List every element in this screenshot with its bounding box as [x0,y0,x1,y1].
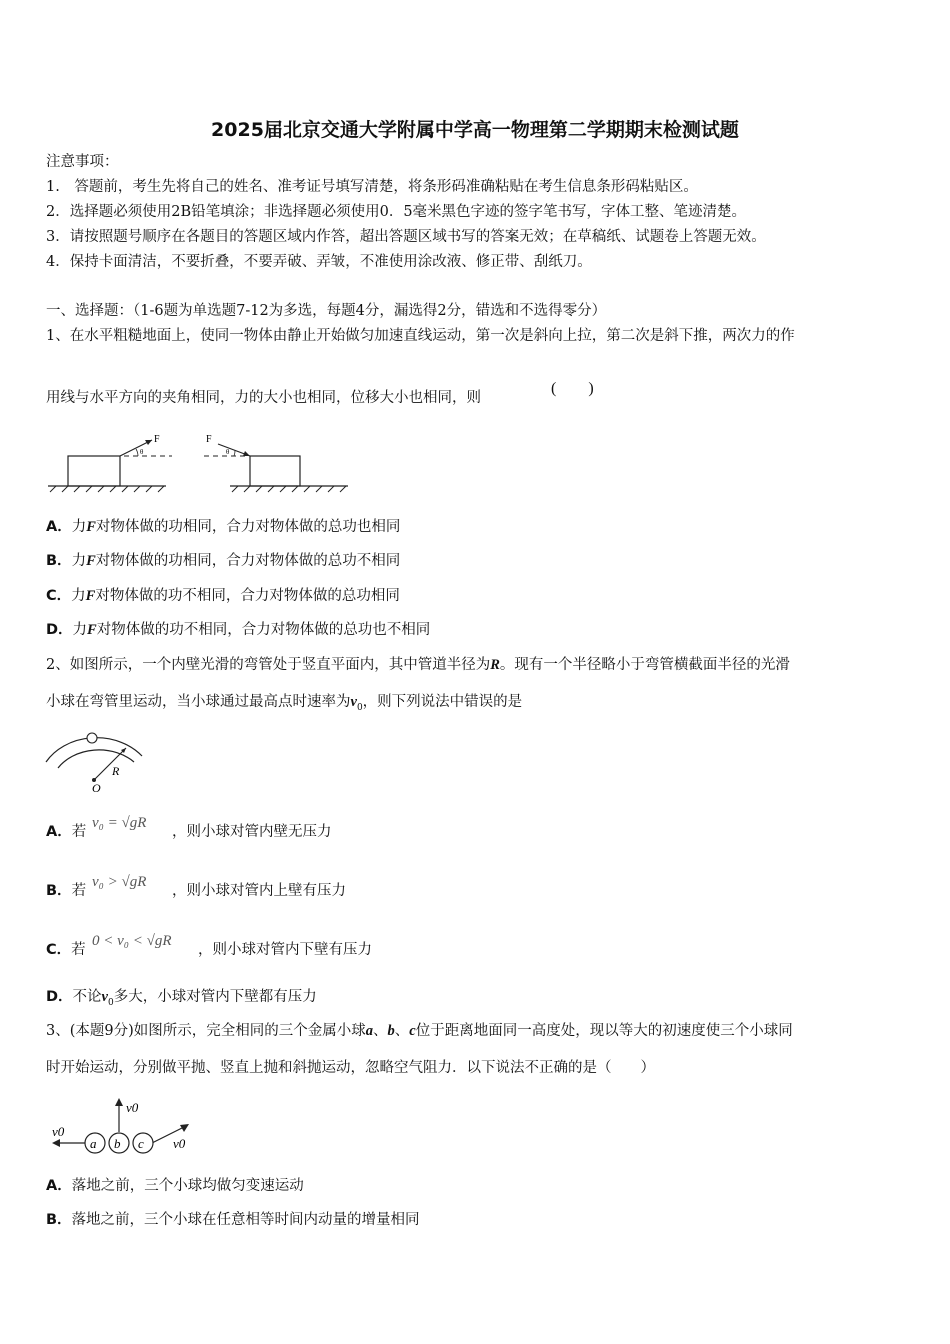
q3-label-v0-up: v0 [126,1100,139,1115]
q1-option-b[interactable] [46,552,400,570]
q1-option-a[interactable] [46,518,400,536]
q2-option-a-text: ，则小球对管内壁无压力 [172,824,332,840]
q2-line1-post: 。现有一个半径略小于弯管横截面半径的光滑 [499,657,790,673]
q3-option-b[interactable] [46,1211,420,1229]
q2-line1-pre: 2、如图所示，一个内壁光滑的弯管处于竖直平面内，其中管道半径为 [46,657,491,673]
q2-label-radius: R [112,764,120,778]
q3-option-b-text: 落地之前，三个小球在任意相等时间内动量的增量相同 [71,1212,420,1228]
q2-option-c[interactable] [46,941,86,959]
q2-line1 [46,656,790,674]
q2-var-v: v [350,694,357,710]
q1-option-b-pre: 力 [71,553,87,569]
notice-item-2: 2．选择题必须使用2B铅笔填涂；非选择题必须使用0．5毫米黑色字迹的签字笔书写，字体工整、笔迹清楚。 [46,204,747,220]
q2-figure [44,730,154,794]
q1-line1: 1、在水平粗糙地面上，使同一物体由静止开始做匀加速直线运动，第一次是斜向上拉，第二次是斜下推，两次力的作 [46,328,795,344]
q1-answer-paren: ( ) [551,380,594,397]
page-title: 2025届北京交通大学附属中学高一物理第二学期期末检测试题 [211,119,739,141]
q1-option-a-var: F [86,519,96,535]
q1-option-d-text: 对物体做的功不相同，合力对物体做的总功也不相同 [96,622,431,638]
q1-label-f1: F [154,434,160,445]
q3-ball-a: a [90,1136,97,1151]
q1-label-f2: F [206,434,212,445]
q3-sep-2: 、 [394,1023,410,1039]
q2-option-c-letter: C． [46,942,72,958]
q3-var-b: b [387,1023,395,1039]
q2-option-d-text: 多大，小球对管内下壁都有压力 [113,989,317,1005]
q3-option-b-letter: B． [46,1212,72,1228]
q3-ball-c: c [138,1136,144,1151]
q1-label-theta1: θ [140,448,144,456]
notice-item-3: 3．请按照题号顺序在各题目的答题区域内作答，超出答题区域书写的答案无效；在草稿纸、试题卷上答题无效。 [46,229,766,245]
q3-sep-1: 、 [373,1023,388,1039]
q2-option-a-pre: 若 [71,824,87,840]
q1-option-c-text: 对物体做的功不相同，合力对物体做的总功相同 [95,588,400,604]
q1-option-c-var: F [85,588,96,604]
q2-option-d-var: v [101,989,108,1005]
q2-option-b-letter: B． [46,883,72,899]
q2-label-center: O [92,781,101,795]
q1-line2: 用线与水平方向的夹角相同，力的大小也相同，位移大小也相同，则 [46,390,481,406]
q1-option-a-letter: A． [46,519,72,535]
q2-option-c-text: ，则小球对管内下壁有压力 [198,942,372,958]
q2-option-d-letter: D． [46,989,73,1005]
q1-option-d-pre: 力 [72,622,88,638]
q3-line2: 时开始运动，分别做平抛、竖直上抛和斜抛运动，忽略空气阻力．以下说法不正确的是（ ） [46,1060,655,1076]
notice-item-4: 4．保持卡面清洁，不要折叠，不要弄破、弄皱，不准使用涂改液、修正带、刮纸刀。 [46,254,592,270]
q3-figure [50,1094,200,1158]
q3-label-v0-left: v0 [52,1124,65,1139]
q1-option-c-pre: 力 [71,588,86,604]
q2-option-b-pre: 若 [71,883,87,899]
notice-item-1: 1. 答题前，考生先将自己的姓名、准考证号填写清楚，将条形码准确粘贴在考生信息条形码粘贴区。 [46,179,698,195]
q2-var-r: R [490,657,500,673]
q2-option-d-pre: 不论 [72,989,102,1005]
q1-option-b-var: F [86,553,96,569]
q1-figure [46,428,356,498]
q2-option-c-math: 0 < v₀ < √gR [92,933,172,949]
q2-option-b[interactable] [46,882,86,900]
q1-option-b-letter: B． [46,553,72,569]
q2-option-a-math: v₀ = √gR [92,815,147,831]
q1-option-d-letter: D． [46,622,73,638]
notice-heading: 注意事项： [46,154,119,170]
q3-line1-pre: 3、(本题9分)如图所示，完全相同的三个金属小球 [46,1023,366,1039]
q2-line2-post: ，则下列说法中错误的是 [362,694,523,710]
q3-label-v0-diag: v0 [173,1136,186,1151]
q2-line2 [46,693,522,717]
q3-var-c: c [409,1023,416,1039]
q3-option-a-text: 落地之前，三个小球均做匀变速运动 [71,1178,304,1194]
q1-option-c-letter: C． [46,588,72,604]
q2-option-b-math: v₀ > √gR [92,874,147,890]
q1-option-a-pre: 力 [71,519,87,535]
q1-label-theta2: θ [226,448,230,456]
q1-option-a-text: 对物体做的功相同，合力对物体做的总功也相同 [95,519,401,535]
q3-option-a[interactable] [46,1177,304,1195]
q2-option-d-sub: 0 [107,997,114,1008]
q1-option-c[interactable] [46,587,400,605]
q3-line1 [46,1022,793,1040]
section-heading: 一、选择题：（1-6题为单选题7-12为多选，每题4分，漏选得2分，错选和不选得零分） [46,303,607,319]
q2-option-a-letter: A． [46,824,72,840]
q1-option-d[interactable] [46,621,430,639]
q2-line2-pre: 小球在弯管里运动，当小球通过最高点时速率为 [46,694,351,710]
q2-option-b-text: ，则小球对管内上壁有压力 [172,883,346,899]
q3-line1-post: 位于距离地面同一高度处，现以等大的初速度使三个小球同 [415,1023,793,1039]
q2-option-a[interactable] [46,823,86,841]
q3-option-a-letter: A． [46,1178,72,1194]
q3-ball-b: b [114,1136,121,1151]
q2-option-d[interactable] [46,988,317,1012]
q1-option-d-var: F [87,622,97,638]
q2-option-c-pre: 若 [71,942,86,958]
q2-var-v-sub: 0 [356,702,363,713]
q1-option-b-text: 对物体做的功相同，合力对物体做的总功不相同 [95,553,401,569]
q3-var-a: a [365,1023,374,1039]
